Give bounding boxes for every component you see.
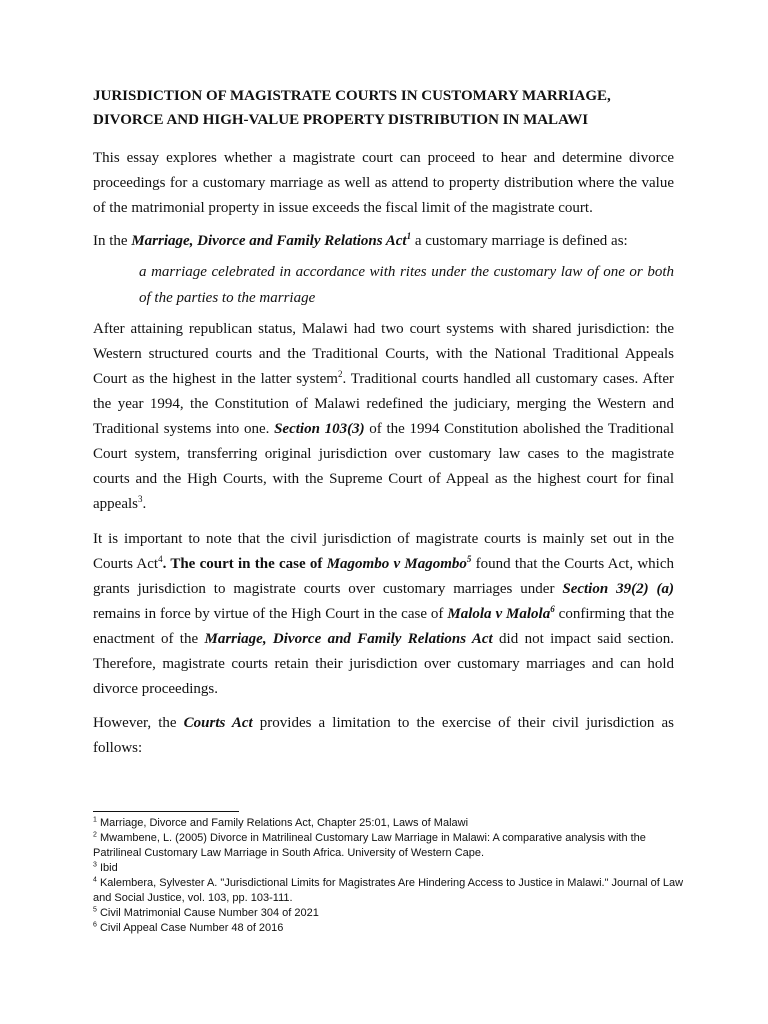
footnote-ref: 4 [158,554,163,564]
footnote-ref: 5 [466,554,472,564]
footnote: $^6$ Civil Appeal Case Number 48 of 2016 [93,921,284,934]
intro-paragraph: This essay explores whether a magistrate court can proceed to hear and determine divorce proceedings for a customary marriage as well as attend to property distribution where the value of the matrimonial property in issue exceeds the fiscal limit of the magistrate court. [93,150,674,216]
definition-quote: a marriage celebrated in accordance with rites under the customary law of one or both of the parties to the marriage [139,264,674,306]
act-name: Marriage, Divorce and Family Relations Act [204,631,493,647]
case-name: Magombo v Magombo [326,556,467,572]
title-line-1: JURISDICTION OF MAGISTRATE COURTS IN CUSTOMARY MARRIAGE, [93,88,611,104]
footnote-ref: 3 [137,494,143,504]
limitation-paragraph: However, the Courts Act provides a limitation to the exercise of their civil jurisdiction as follows: [93,715,674,756]
section-reference: Section 103(3) [274,421,365,437]
act-name: Courts Act [183,715,253,731]
footnote-ref: 2 [337,369,343,379]
history-paragraph: After attaining republican status, Malawi had two court systems with shared jurisdiction: the Western structured courts and the Traditional Courts, with the National Traditional Appeals Court as the highest in the latter system$^2$. Traditional courts handled all customary cases. After the year 1994, the Constitution of Malawi redefined the judiciary, merging the Western and Traditional systems into one. Section 103(3) of the 1994 Constitution abolished the Traditional Court system, transferring original jurisdiction over customary law cases to the magistrate courts and the High Courts, with the Supreme Court of Appeal as the highest court for final appeals$^3$. [93,321,674,512]
footnotes-section [93,811,693,936]
footnote: $^4$ Kalembera, Sylvester A. "Jurisdictional Limits for Magistrates Are Hindering Access to Justice in Malawi." Journal of Law and Social Justice, vol. 103, pp. 103-111. [93,876,684,904]
footnote-ref: 6 [550,604,555,614]
title-line-2: DIVORCE AND HIGH-VALUE PROPERTY DISTRIBUTION IN MALAWI [93,112,589,128]
act-name: Marriage, Divorce and Family Relations Act [131,233,407,249]
document-title [93,84,674,132]
importance-paragraph: It is important to note that the civil jurisdiction of magistrate courts is mainly set out in the Courts Act$^4$. The court in the case of Magombo v Magombo$^5$ found that the Courts Act, which grants jurisdiction to magistrate courts over customary marriages under Section 39(2) (a) remains in force by virtue of the High Court in the case of Malola v Malola$^6$ confirming that the enactment of the Marriage, Divorce and Family Relations Act did not impact said section. Therefore, magistrate courts retain their jurisdiction over customary marriages and can hold divorce proceedings. [93,531,674,697]
footnote: $^3$ Ibid [93,861,118,874]
footnote-ref: 1 [406,231,412,241]
definition-paragraph: In the Marriage, Divorce and Family Relations Act$^1$ a customary marriage is defined as: [93,231,628,249]
footnote: $^1$ Marriage, Divorce and Family Relations Act, Chapter 25:01, Laws of Malawi [93,816,469,829]
document-page [93,84,674,761]
footnote-separator [93,811,239,812]
footnote: $^2$ Mwambene, L. (2005) Divorce in Matrilineal Customary Law Marriage in Malawi: A comparative analysis with the Patrilineal Customary Law Marriage in South Africa. University of Western Cape. [93,831,646,859]
case-name: Malola v Malola [447,606,551,622]
footnote: $^5$ Civil Matrimonial Cause Number 304 of 2021 [93,906,319,919]
section-reference: Section 39(2) (a) [562,581,674,597]
